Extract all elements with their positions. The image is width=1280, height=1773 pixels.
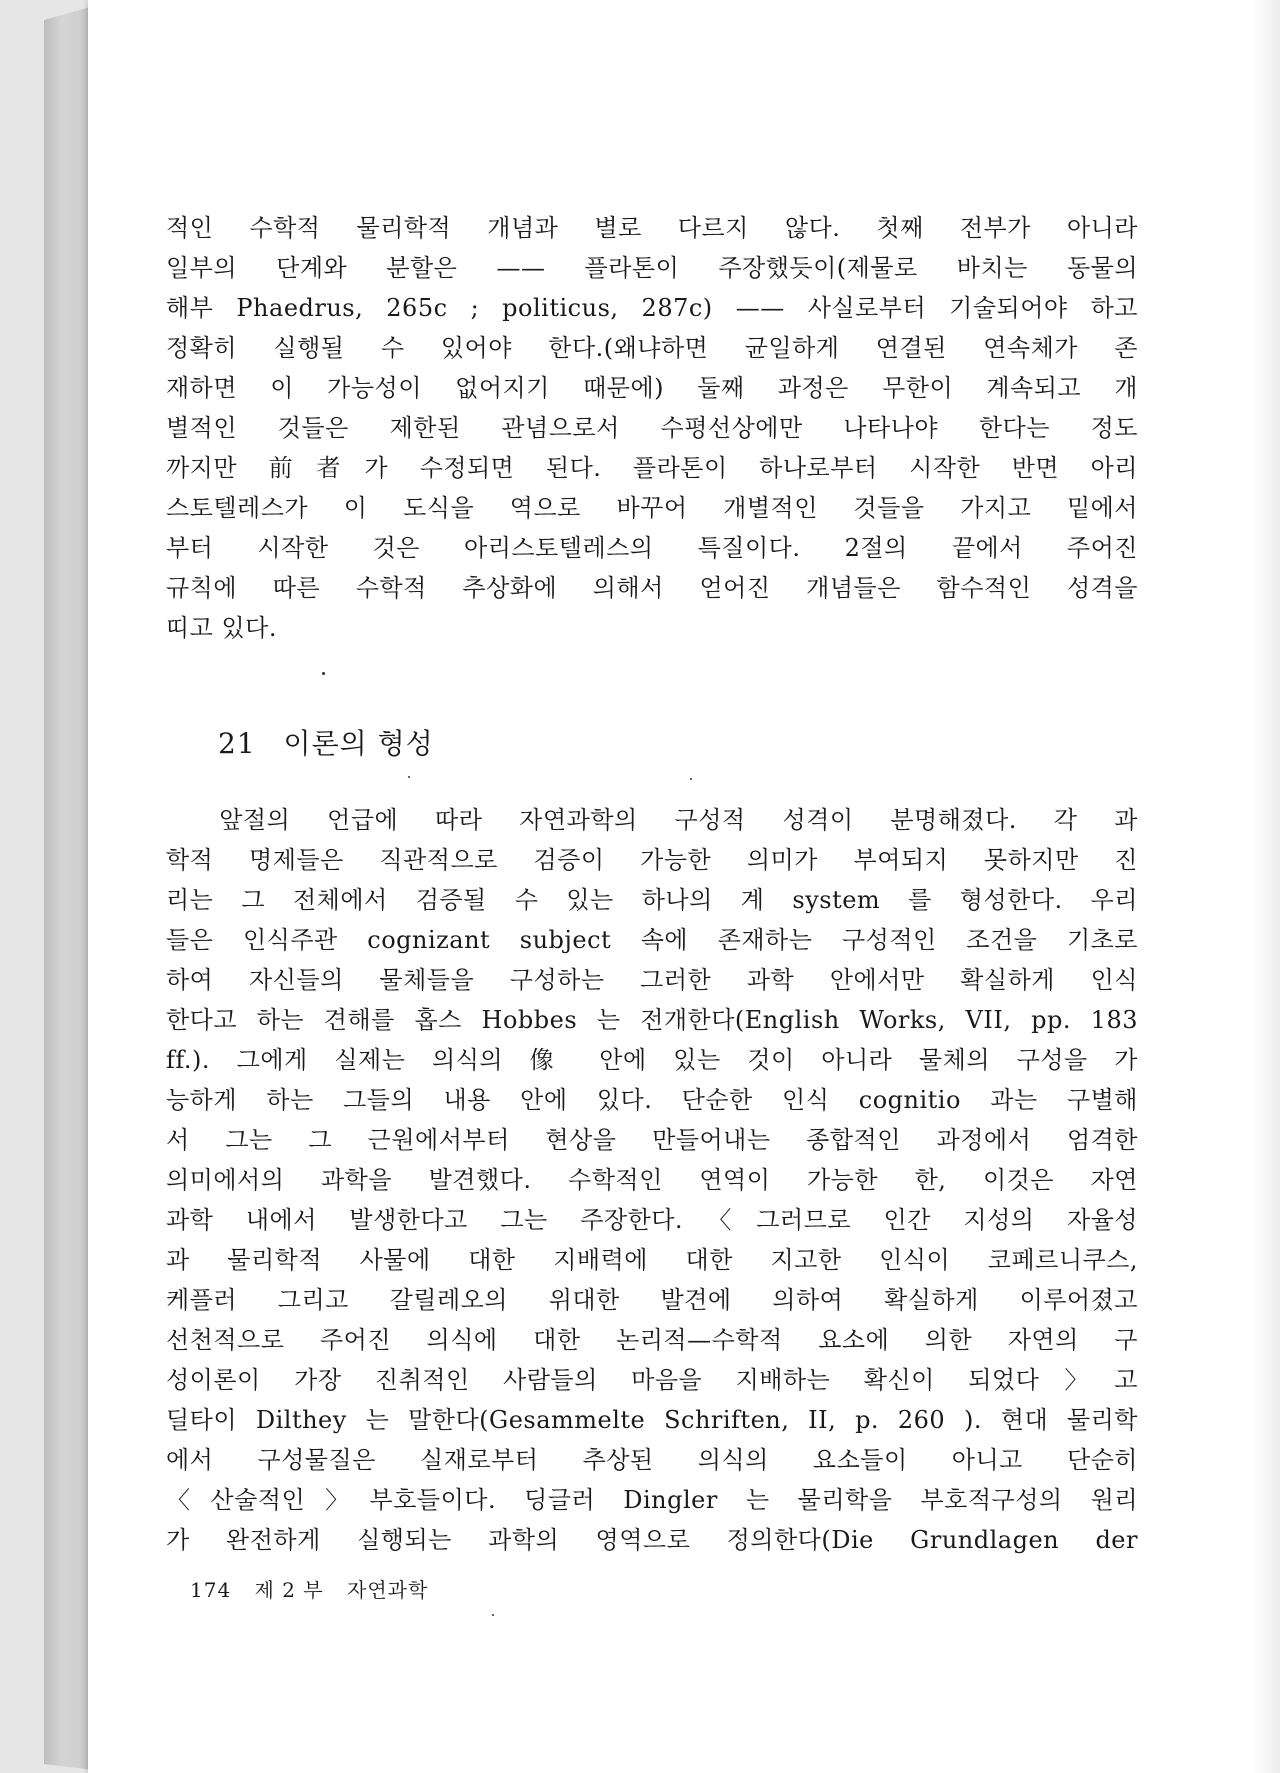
text-line: 학적 명제들은 직관적으로 검증이 가능한 의미가 부여되지 못하지만 진 [166,846,1138,874]
text-line: 규칙에 따른 수학적 추상화에 의해서 얻어진 개념들은 함수적인 성격을 [166,574,1138,602]
text-line: 정확히 실행될 수 있어야 한다.(왜냐하면 균일하게 연결된 연속체가 존 [166,334,1138,362]
book-spine [44,6,94,1770]
text-line: 스토텔레스가 이 도식을 역으로 바꾸어 개별적인 것들을 가지고 밑에서 [166,494,1138,522]
text-line: 적인 수학적 물리학적 개념과 별로 다르지 않다. 첫째 전부가 아니라 [166,214,1138,242]
text-line: 하여 자신들의 물체들을 구성하는 그러한 과학 안에서만 확실하게 인식 [166,966,1138,994]
scan-speck [408,776,410,778]
text-line: 일부의 단계와 분할은 —— 플라톤이 주장했듯이(제물로 바치는 동물의 [166,254,1138,282]
text-line: 의미에서의 과학을 발견했다. 수학적인 연역이 가능한 한, 이것은 자연 [166,1166,1138,1194]
text-line: 별적인 것들은 제한된 관념으로서 수평선상에만 나타나야 한다는 정도 [166,414,1138,442]
text-line: 능하게 하는 그들의 내용 안에 있다. 단순한 인식 cognitio 과는 구별해 [166,1086,1138,1114]
text-line: 딜타이 Dilthey 는 말한다(Gesammelte Schriften, II, p. 260 ). 현대 물리학 [166,1406,1138,1434]
paragraph-1 [166,208,1138,648]
section-title: 이론의 형성 [283,727,434,760]
text-line: 과학 내에서 발생한다고 그는 주장한다.〈그러므로 인간 지성의 자율성 [166,1206,1138,1234]
page-number: 174 [190,1578,232,1602]
text-line: 에서 구성물질은 실재로부터 추상된 의식의 요소들이 아니고 단순히 [166,1446,1138,1474]
section-heading [218,722,434,762]
text-line: 부터 시작한 것은 아리스토텔레스의 특질이다. 2절의 끝에서 주어진 [166,534,1138,562]
part-title: 자연과학 [347,1578,429,1602]
page-edge-shade [1252,0,1280,1773]
text-line: 가 완전하게 실행되는 과학의 영역으로 정의한다(Die Grundlagen der [166,1526,1138,1554]
scan-speck [322,672,325,675]
text-line: 과 물리학적 사물에 대한 지배력에 대한 지고한 인식이 코페르니쿠스, [166,1246,1138,1274]
text-line: 재하면 이 가능성이 없어지기 때문에) 둘째 과정은 무한이 계속되고 개 [166,374,1138,402]
text-line: 선천적으로 주어진 의식에 대한 논리적—수학적 요소에 의한 자연의 구 [166,1326,1138,1354]
text-line: 띠고 있다. [166,614,277,642]
text-line: 〈산술적인〉부호들이다. 딩글러 Dingler 는 물리학을 부호적구성의 원리 [166,1486,1138,1514]
text-line: 성이론이 가장 진취적인 사람들의 마음을 지배하는 확신이 되었다〉고 [166,1366,1138,1394]
page-footer [190,1574,444,1603]
text-line: 케플러 그리고 갈릴레오의 위대한 발견에 의하여 확실하게 이루어졌고 [166,1286,1138,1314]
text-line: 서 그는 그 근원에서부터 현상을 만들어내는 종합적인 과정에서 엄격한 [166,1126,1138,1154]
text-line: 앞절의 언급에 따라 자연과학의 구성적 성격이 분명해졌다. 각 과 [166,806,1138,834]
part-label: 제 2 부 [254,1578,324,1602]
scan-speck [690,778,692,780]
text-line: 들은 인식주관 cognizant subject 속에 존재하는 구성적인 조건을 기초로 [166,926,1138,954]
text-line: 한다고 하는 견해를 홉스 Hobbes 는 전개한다(English Works, VII, pp. 183 [166,1006,1138,1034]
scan-speck [492,1614,494,1616]
section-number: 21 [218,727,256,760]
text-line: ff.). 그에게 실제는 의식의 像 안에 있는 것이 아니라 물체의 구성을 가 [166,1046,1138,1074]
text-line: 까지만 前者가 수정되면 된다. 플라톤이 하나로부터 시작한 반면 아리 [166,454,1138,482]
text-line: 해부 Phaedrus, 265c ; politicus, 287c) —— 사실로부터 기술되어야 하고 [166,294,1138,322]
text-line: 리는 그 전체에서 검증될 수 있는 하나의 계 system 를 형성한다. 우리 [166,886,1138,914]
paragraph-2 [166,800,1138,1560]
